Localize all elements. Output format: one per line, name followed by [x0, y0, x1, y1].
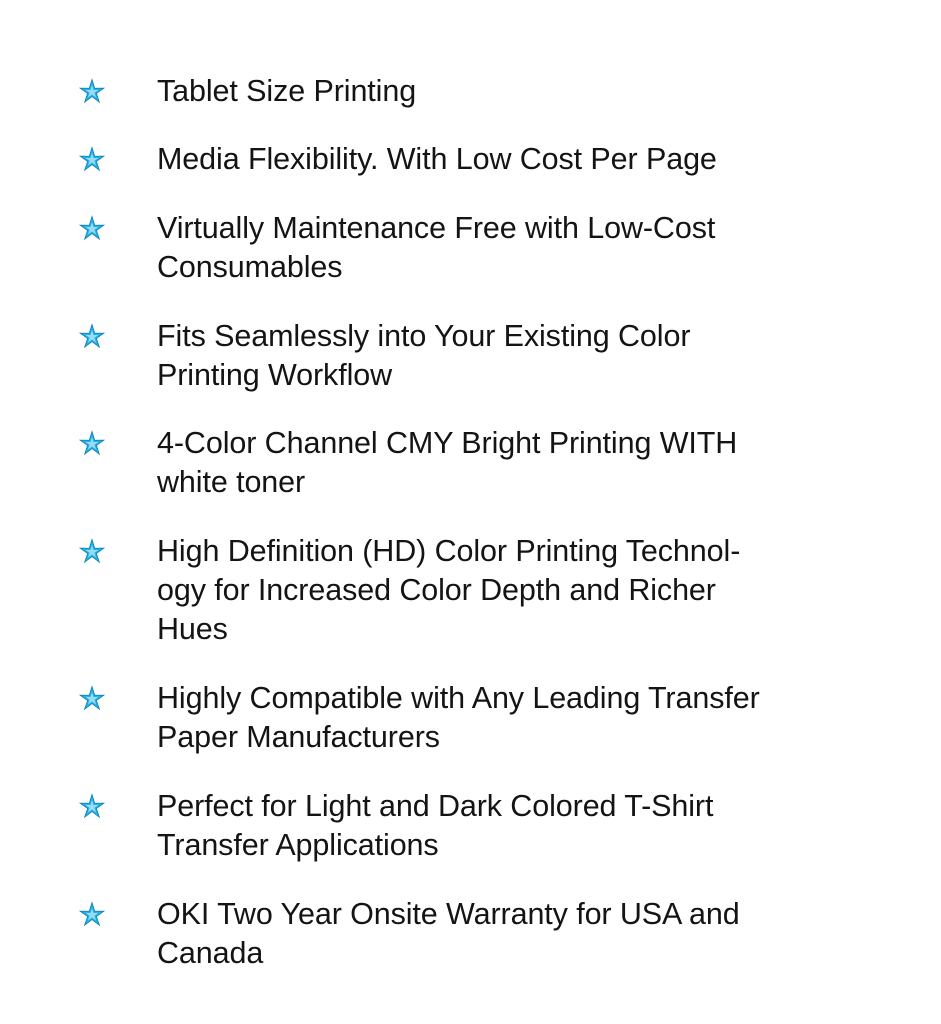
star-icon — [78, 323, 106, 351]
feature-text: High Definition (HD) Color Printing Technol- ogy for Increased Color Depth and Richer Hues — [157, 534, 741, 646]
feature-text: Media Flexibility. With Low Cost Per Page — [157, 142, 717, 176]
star-icon — [78, 78, 106, 106]
star-icon — [78, 538, 106, 566]
star-icon — [78, 215, 106, 243]
feature-text: Highly Compatible with Any Leading Transfer Paper Manufacturers — [157, 681, 760, 754]
feature-text: 4-Color Channel CMY Bright Printing WITH white toner — [157, 426, 738, 499]
star-icon — [78, 793, 106, 821]
star-icon — [78, 901, 106, 929]
star-icon — [78, 685, 106, 713]
feature-text: OKI Two Year Onsite Warranty for USA and Canada — [157, 897, 740, 970]
feature-text: Fits Seamlessly into Your Existing Color Printing Workflow — [157, 319, 691, 392]
feature-text: Virtually Maintenance Free with Low-Cost Consumables — [157, 211, 716, 284]
feature-text: Perfect for Light and Dark Colored T-Shirt Transfer Applications — [157, 789, 714, 862]
star-icon — [78, 430, 106, 458]
feature-text: Tablet Size Printing — [157, 74, 417, 108]
star-icon — [78, 146, 106, 174]
